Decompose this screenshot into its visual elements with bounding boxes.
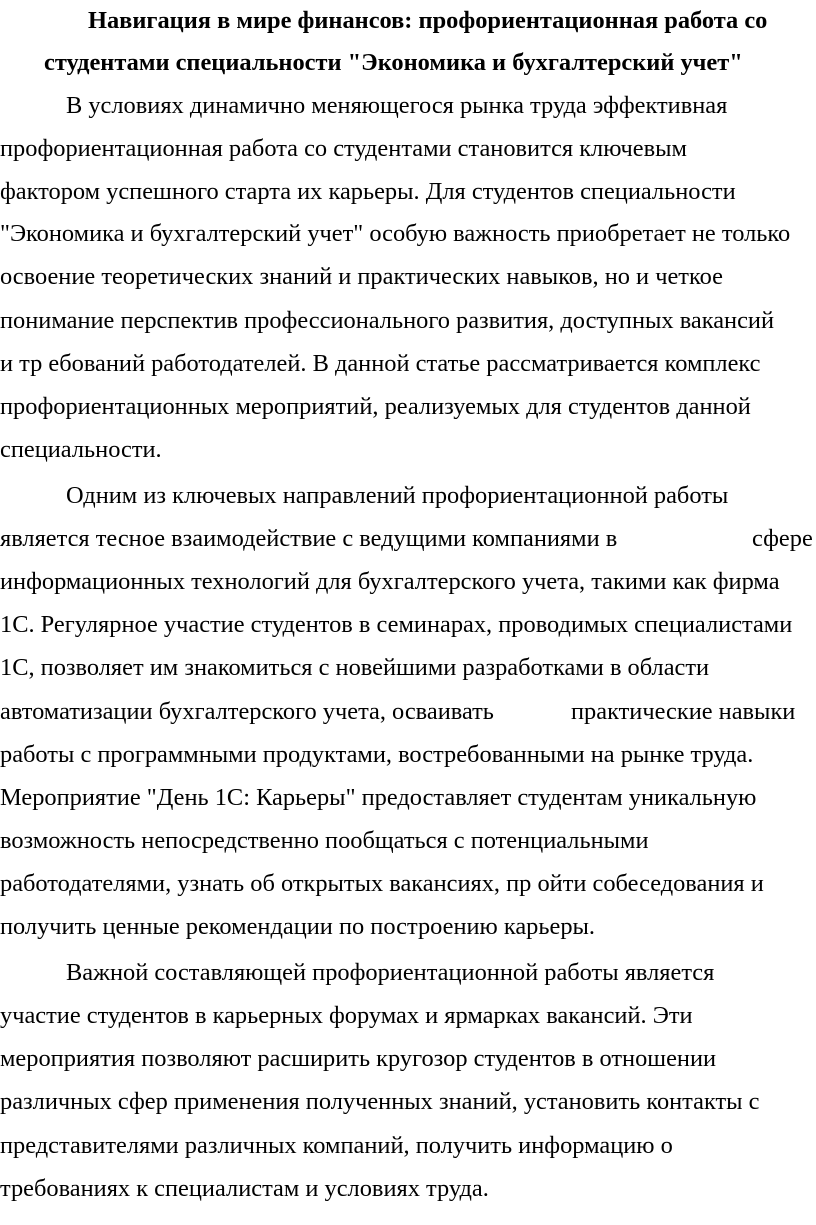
- paragraph-2-line: работы с программными продуктами, востребованными на рынке труда.: [0, 741, 754, 768]
- paragraph-2-line: информационных технологий для бухгалтерского учета, такими как фирма: [0, 568, 780, 595]
- article-title-line-2: студентами специальности "Экономика и бухгалтерский учет": [44, 49, 743, 76]
- paragraph-2-line: сфере: [752, 525, 813, 552]
- paragraph-3-line: различных сфер применения полученных знаний, установить контакты с: [0, 1088, 760, 1115]
- paragraph-2-line: возможность непосредственно пообщаться с потенциальными: [0, 827, 649, 854]
- paragraph-3-line: мероприятия позволяют расширить кругозор студентов в отношении: [0, 1045, 717, 1072]
- paragraph-1-line: "Экономика и бухгалтерский учет" особую важность приобретает не только: [0, 220, 791, 247]
- paragraph-3-line: представителями различных компаний, получить информацию о: [0, 1132, 673, 1159]
- paragraph-1-line: профориентационных мероприятий, реализуемых для студентов данной: [0, 393, 751, 420]
- paragraph-1-line: освоение теоретических знаний и практических навыков, но и четкое: [0, 263, 723, 290]
- paragraph-1-line: понимание перспектив профессионального развития, доступных вакансий: [0, 307, 775, 334]
- paragraph-2-line: практические навыки: [571, 698, 796, 725]
- paragraph-2-line: Мероприятие "День 1С: Карьеры" предоставляет студентам уникальную: [0, 784, 757, 811]
- paragraph-2-line: работодателями, узнать об открытых вакансиях, пр ойти собеседования и: [0, 870, 764, 897]
- paragraph-2-line: 1С, позволяет им знакомиться с новейшими разработками в области: [0, 654, 710, 681]
- paragraph-1-line: специальности.: [0, 436, 162, 463]
- paragraph-2-line: получить ценные рекомендации по построению карьеры.: [0, 913, 596, 940]
- paragraph-1-line: фактором успешного старта их карьеры. Для студентов специальности: [0, 178, 736, 205]
- paragraph-3-line: Важной составляющей профориентационной работы является: [66, 959, 715, 986]
- paragraph-2-line: 1С. Регулярное участие студентов в семинарах, проводимых специалистами: [0, 611, 793, 638]
- article-title-line-1: Навигация в мире финансов: профориентационная работа со: [88, 7, 768, 34]
- paragraph-2-line: является тесное взаимодействие с ведущими компаниями в: [0, 525, 618, 552]
- paragraph-1-line: профориентационная работа со студентами становится ключевым: [0, 135, 687, 162]
- paragraph-2-line: Одним из ключевых направлений профориентационной работы: [66, 482, 729, 509]
- paragraph-1-line: В условиях динамично меняющегося рынка труда эффективная: [66, 92, 728, 119]
- paragraph-1-line: и тр ебований работодателей. В данной статье рассматривается комплекс: [0, 350, 761, 377]
- paragraph-3-line: участие студентов в карьерных форумах и ярмарках вакансий. Эти: [0, 1002, 693, 1029]
- paragraph-3-line: требованиях к специалистам и условиях труда.: [0, 1175, 489, 1202]
- paragraph-2-line: автоматизации бухгалтерского учета, осваивать: [0, 698, 494, 725]
